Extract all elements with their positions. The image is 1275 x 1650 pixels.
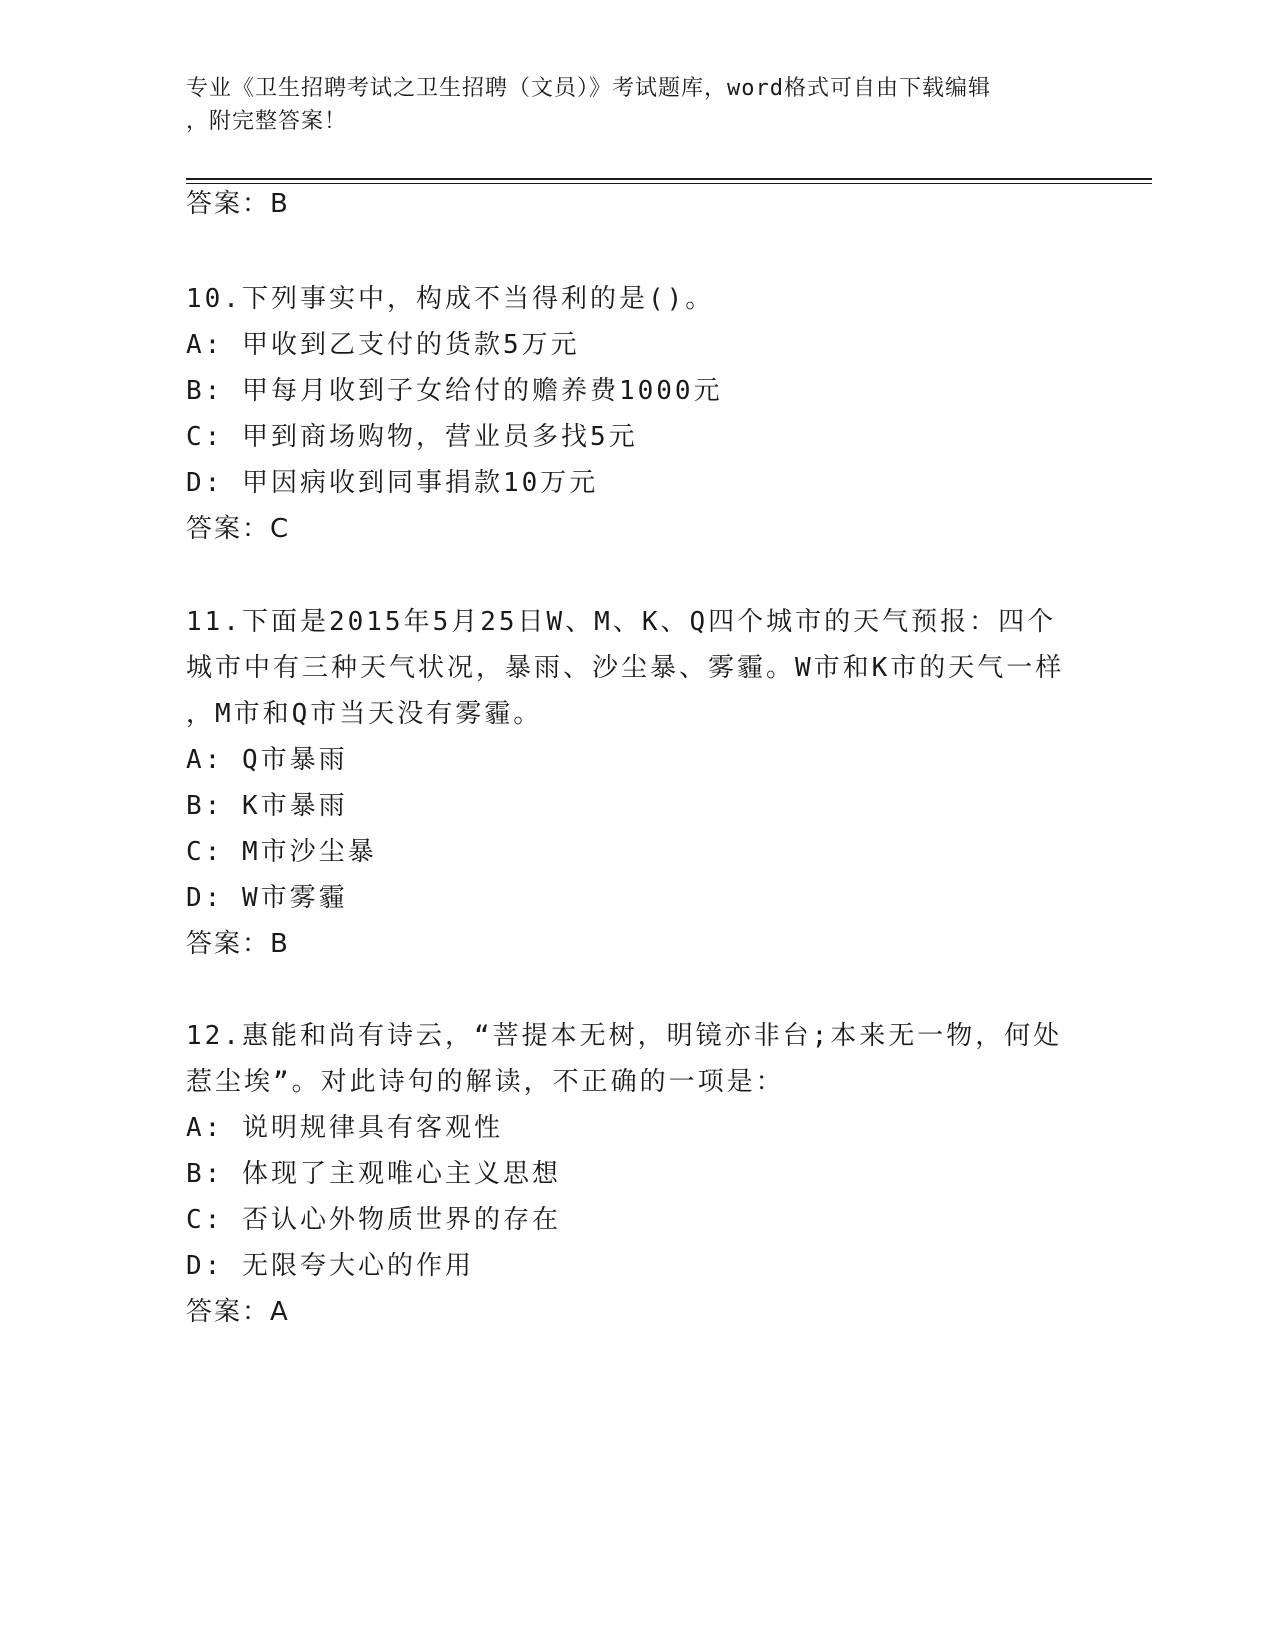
option-b: B: 甲每月收到子女给付的赡养费1000元 [186,376,723,406]
question-10 [186,276,1086,552]
question-stem-line: 12.惠能和尚有诗云，“菩提本无树，明镜亦非台;本来无一物，何处 [186,1021,1063,1051]
header-rule-thick [186,178,1152,180]
question-stem-line: 惹尘埃”。对此诗句的解读，不正确的一项是： [186,1067,785,1097]
question-answer: 答案：A [186,1297,290,1327]
option-c: C: 否认心外物质世界的存在 [186,1205,561,1235]
question-11 [186,599,1086,967]
question-answer: 答案：B [186,929,290,959]
question-answer: 答案：C [186,514,291,544]
option-d: D: 无限夸大心的作用 [186,1251,474,1281]
option-a: A: Q市暴雨 [186,745,348,775]
option-b: B: K市暴雨 [186,791,348,821]
option-a: A: 说明规律具有客观性 [186,1113,503,1143]
question-stem-line: 11.下面是2015年5月25日W、M、K、Q四个城市的天气预报：四个 [186,607,1057,637]
question-12 [186,1013,1086,1335]
option-c: C: 甲到商场购物，营业员多找5元 [186,422,638,452]
header-rule-thin [186,183,1152,184]
question-stem-line: 城市中有三种天气状况，暴雨、沙尘暴、雾霾。W市和K市的天气一样 [186,653,1065,683]
option-d: D: W市雾霾 [186,883,348,913]
option-b: B: 体现了主观唯心主义思想 [186,1159,561,1189]
option-d: D: 甲因病收到同事捐款10万元 [186,468,599,498]
option-c: C: M市沙尘暴 [186,837,377,867]
previous-answer: 答案：B [186,189,290,219]
option-a: A: 甲收到乙支付的货款5万元 [186,330,580,360]
header-line-2: ，附完整答案！ [186,109,348,134]
question-stem-line: 10.下列事实中，构成不当得利的是()。 [186,284,715,314]
header-line-1: 专业《卫生招聘考试之卫生招聘（文员）》考试题库，word格式可自由下载编辑 [186,76,991,101]
document-header [186,72,1066,138]
question-stem-line: ，M市和Q市当天没有雾霾。 [186,699,543,729]
